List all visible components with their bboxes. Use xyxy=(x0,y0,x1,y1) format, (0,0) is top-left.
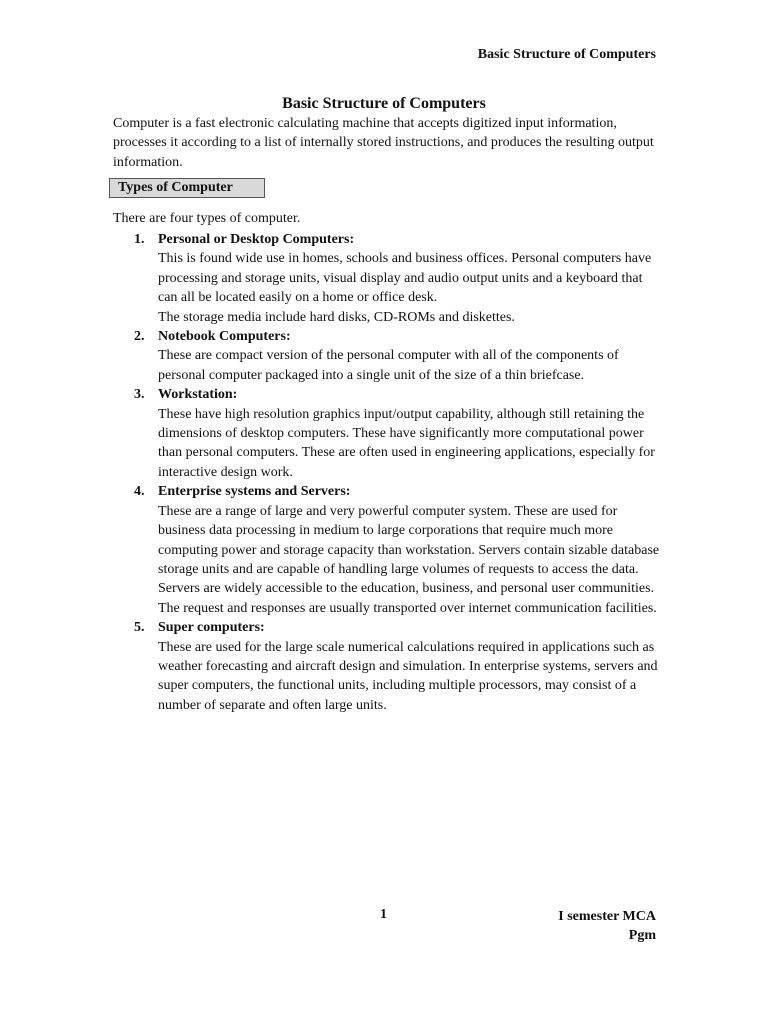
list-item-number: 1. xyxy=(134,232,145,247)
list-item-paragraph: These have high resolution graphics input/output capability, although still retaining the dimensions of desktop computers. These have significantly more computational power than personal computers. These are often used in engineering applications, especially for interactive design work. xyxy=(158,406,655,480)
list-item xyxy=(113,230,661,327)
list-item xyxy=(113,618,661,715)
list-item xyxy=(113,327,661,385)
list-item-body xyxy=(158,638,661,716)
list-item-paragraph: These are a range of large and very powerful computer system. These are used for business data processing in medium to large corporations that require much more computing power and storage capacity than workstation. Servers contain sizable database storage units and are capable of handling large volumes of requests to access the data. Servers are widely accessible to the education, business, and personal user communities. The request and responses are usually transported over internet communication facilities. xyxy=(158,503,660,616)
list-item-body xyxy=(158,346,661,385)
types-list xyxy=(113,230,661,715)
list-item-title: Notebook Computers: xyxy=(158,329,291,345)
footer-course-line: Pgm xyxy=(628,928,656,943)
list-item-number: 5. xyxy=(134,620,145,636)
list-item-body xyxy=(158,405,661,483)
list-item-title: Super computers: xyxy=(158,620,265,636)
list-item-title: Enterprise systems and Servers: xyxy=(158,484,351,500)
section-heading-types-of-computer: Types of Computer xyxy=(109,178,265,198)
list-item-paragraph: This is found wide use in homes, schools and business offices. Personal computers have processing and storage units, visual display and audio output units and a keyboard that can all be located easily on a home or office desk. xyxy=(158,251,652,306)
list-item-paragraph: These are compact version of the personal computer with all of the components of personal computer packaged into a single unit of the size of a thin briefcase. xyxy=(158,348,619,383)
intro-paragraph: Computer is a fast electronic calculating machine that accepts digitized input information, processes it according to a list of internally stored instructions, and produces the resulting output information. xyxy=(113,116,654,170)
footer-course-line: I semester MCA xyxy=(558,909,656,924)
list-item-title: Personal or Desktop Computers: xyxy=(158,232,355,247)
list-item xyxy=(113,385,661,482)
page-title: Basic Structure of Computers xyxy=(282,95,486,112)
lead-sentence: There are four types of computer. xyxy=(113,211,301,226)
running-header: Basic Structure of Computers xyxy=(477,47,656,62)
list-item-paragraph: These are used for the large scale numerical calculations required in applications such as weather forecasting and aircraft design and simulation. In enterprise systems, servers and super computers, the functional units, including multiple processors, may consist of a number of separate and often large units. xyxy=(158,639,658,713)
list-item-number: 3. xyxy=(134,387,145,403)
page-number: 1 xyxy=(380,907,387,922)
list-item-title: Workstation: xyxy=(158,387,238,403)
list-item-paragraph: The storage media include hard disks, CD-ROMs and diskettes. xyxy=(158,309,515,325)
list-item-number: 4. xyxy=(134,484,145,500)
list-item xyxy=(113,482,661,618)
list-item-number: 2. xyxy=(134,329,145,345)
footer-course xyxy=(558,907,656,945)
list-item-body xyxy=(158,502,661,618)
list-item-body xyxy=(158,249,661,327)
